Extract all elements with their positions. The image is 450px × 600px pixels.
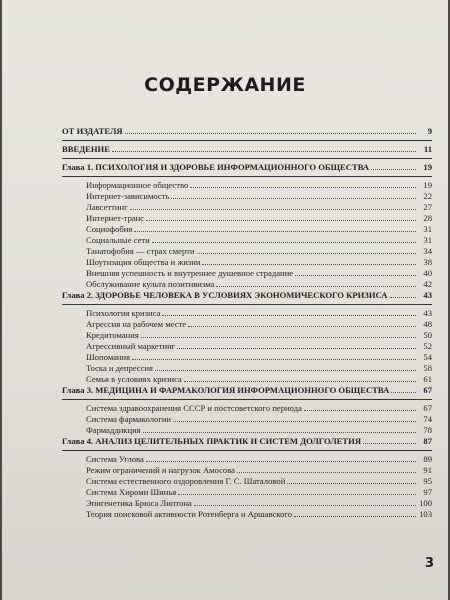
toc-entry-page: 48	[423, 319, 432, 329]
toc-entry-page: 74	[423, 414, 432, 424]
leader-dots	[177, 348, 416, 349]
toc-entry-page: 50	[423, 330, 432, 340]
toc-section-entry	[62, 509, 432, 520]
toc-chapter-entry	[62, 126, 432, 137]
separator-rule	[62, 158, 432, 159]
leader-dots	[304, 410, 416, 411]
leader-dots	[155, 370, 416, 371]
toc-entry-title: Шопомания	[86, 352, 131, 362]
toc-section-entry	[62, 425, 432, 436]
toc-chapter-entry	[62, 385, 432, 396]
leader-dots	[146, 220, 416, 221]
toc-section-entry	[62, 352, 432, 363]
leader-dots	[141, 337, 416, 338]
toc-chapter-entry	[62, 144, 432, 155]
separator-rule	[62, 140, 432, 141]
toc-entry-title: Агрессия на рабочем месте	[86, 319, 187, 329]
leader-dots	[162, 315, 416, 316]
toc-entry-page: 97	[423, 487, 432, 497]
toc-entry-page: 9	[427, 126, 432, 136]
toc-entry-page: 61	[423, 374, 432, 384]
toc-entry-page: 67	[423, 403, 432, 413]
separator-rule	[62, 450, 432, 451]
leader-dots	[178, 494, 416, 495]
toc-section-entry	[62, 403, 432, 414]
leader-dots	[202, 264, 416, 265]
toc-section-entry	[62, 257, 432, 268]
leader-dots	[371, 169, 416, 170]
toc-section-entry	[62, 374, 432, 385]
page-number: 3	[424, 556, 434, 571]
toc-section-entry	[62, 465, 432, 476]
toc-entry-title: Семья в условиях кризиса	[86, 374, 182, 384]
toc-section-entry	[62, 180, 432, 191]
toc-entry-title: Информационное общество	[86, 180, 189, 190]
toc-entry-page: 40	[423, 268, 432, 278]
separator-rule	[62, 399, 432, 400]
toc-entry-title: Теория поисковой активности Ротенберга и Аршавского	[86, 509, 293, 519]
toc-section-entry	[62, 363, 432, 374]
toc-section-entry	[62, 341, 432, 352]
toc-entry-title: Интернет-транс	[86, 213, 145, 223]
separator-rule	[62, 176, 432, 177]
toc-entry-page: 95	[423, 476, 432, 486]
toc-entry-page: 43	[423, 308, 432, 318]
toc-entry-title: Система фармакологии	[86, 414, 172, 424]
leader-dots	[363, 443, 416, 444]
toc-entry-title: Режим ограничений и нагрузок Амосова	[86, 465, 235, 475]
toc-entry-page: 43	[423, 290, 432, 300]
leader-dots	[130, 209, 416, 210]
toc-entry-title: Фармаддикция	[86, 425, 141, 435]
toc-entry-page: 11	[423, 144, 432, 154]
toc-entry-page: 31	[423, 224, 432, 234]
toc-entry-page: 27	[423, 202, 432, 212]
leader-dots	[143, 432, 416, 433]
toc-entry-title: Глава 2. ЗДОРОВЬЕ ЧЕЛОВЕКА В УСЛОВИЯХ ЭКОНОМИЧЕСКОГО КРИЗИСА	[62, 290, 388, 300]
toc-entry-title: Агрессивный маркетинг	[86, 341, 176, 351]
leader-dots	[125, 133, 416, 134]
toc-entry-title: Глава 3. МЕДИЦИНА И ФАРМАКОЛОГИЯ ИНФОРМАЦИОННОГО ОБЩЕСТВА	[62, 385, 390, 395]
leader-dots	[171, 198, 416, 199]
leader-dots	[188, 326, 416, 327]
toc-entry-page: 54	[423, 352, 432, 362]
toc-section-entry	[62, 454, 432, 465]
leader-dots	[216, 286, 416, 287]
toc-entry-page: 22	[423, 191, 432, 201]
toc-entry-title: Интернет-зависимость	[86, 191, 170, 201]
toc-entry-page: 103	[419, 509, 432, 519]
toc-entry-title: Социальные сети	[86, 235, 150, 245]
toc-entry-title: Система Углова	[86, 454, 144, 464]
toc-entry-title: Система здравоохранения СССР и постсоветского периода	[86, 403, 302, 413]
toc-entry-page: 91	[423, 465, 432, 475]
toc-entry-page: 31	[423, 235, 432, 245]
toc-chapter-entry	[62, 162, 432, 173]
toc-entry-page: 52	[423, 341, 432, 351]
toc-chapter-entry	[62, 290, 432, 301]
leader-dots	[184, 381, 416, 382]
leader-dots	[287, 483, 416, 484]
leader-dots	[190, 187, 416, 188]
toc-section-entry	[62, 246, 432, 257]
toc-section-entry	[62, 279, 432, 290]
toc-entry-page: 34	[423, 246, 432, 256]
toc-section-entry	[62, 498, 432, 509]
book-page	[2, 0, 448, 600]
toc-section-entry	[62, 235, 432, 246]
toc-section-entry	[62, 414, 432, 425]
leader-dots	[146, 461, 416, 462]
toc-section-entry	[62, 213, 432, 224]
toc-entry-title: Лавсеттинг	[86, 202, 128, 212]
table-of-contents	[62, 126, 432, 520]
leader-dots	[295, 275, 416, 276]
toc-entry-title: Система Хироми Шинья	[86, 487, 177, 497]
toc-entry-page: 87	[423, 436, 432, 446]
leader-dots	[112, 151, 416, 152]
toc-entry-title: ВВЕДЕНИЕ	[62, 144, 110, 154]
toc-entry-title: Глава 4. АНАЛИЗ ЦЕЛИТЕЛЬНЫХ ПРАКТИК И СИСТЕМ ДОЛГОЛЕТИЯ	[62, 436, 362, 446]
toc-entry-page: 67	[423, 385, 432, 395]
toc-entry-page: 19	[423, 180, 432, 190]
toc-section-entry	[62, 191, 432, 202]
leader-dots	[194, 505, 416, 506]
toc-entry-page: 100	[419, 498, 432, 508]
toc-entry-title: Кредитомания	[86, 330, 139, 340]
leader-dots	[197, 253, 417, 254]
toc-entry-page: 38	[423, 257, 432, 267]
toc-section-entry	[62, 202, 432, 213]
toc-entry-title: Психология кризиса	[86, 308, 161, 318]
toc-section-entry	[62, 330, 432, 341]
toc-section-entry	[62, 476, 432, 487]
leader-dots	[390, 297, 417, 298]
toc-chapter-entry	[62, 436, 432, 447]
toc-section-entry	[62, 224, 432, 235]
toc-entry-title: ОТ ИЗДАТЕЛЯ	[62, 126, 123, 136]
leader-dots	[132, 359, 416, 360]
toc-entry-page: 58	[423, 363, 432, 373]
leader-dots	[173, 421, 416, 422]
toc-section-entry	[62, 487, 432, 498]
separator-rule	[62, 304, 432, 305]
leader-dots	[237, 472, 416, 473]
toc-section-entry	[62, 308, 432, 319]
toc-entry-title: Глава 1. ПСИХОЛОГИЯ И ЗДОРОВЬЕ ИНФОРМАЦИОННОГО ОБЩЕСТВА	[62, 162, 370, 172]
toc-entry-title: Тоска и депрессия	[86, 363, 153, 373]
leader-dots	[294, 516, 416, 517]
toc-entry-page: 89	[423, 454, 432, 464]
toc-entry-title: Обслуживание культа позитивизма	[86, 279, 215, 289]
leader-dots	[134, 231, 416, 232]
toc-section-entry	[62, 319, 432, 330]
toc-entry-page: 28	[423, 213, 432, 223]
toc-entry-title: Внешняя успешность и внутреннее душевное страдание	[86, 268, 294, 278]
toc-entry-title: Эпигенетика Брюса Липтона	[86, 498, 192, 508]
toc-entry-title: Танатофобия — страх смерти	[86, 246, 195, 256]
leader-dots	[152, 242, 416, 243]
toc-entry-page: 19	[423, 162, 432, 172]
toc-entry-title: Система естественного оздоровления Г. С. Шаталовой	[86, 476, 286, 486]
toc-entry-title: Социофобия	[86, 224, 133, 234]
leader-dots	[391, 392, 416, 393]
page-heading: СОДЕРЖАНИЕ	[144, 74, 306, 96]
toc-entry-title: Шоутизация общества и жизни	[86, 257, 201, 267]
toc-section-entry	[62, 268, 432, 279]
toc-entry-page: 78	[423, 425, 432, 435]
toc-entry-page: 42	[423, 279, 432, 289]
